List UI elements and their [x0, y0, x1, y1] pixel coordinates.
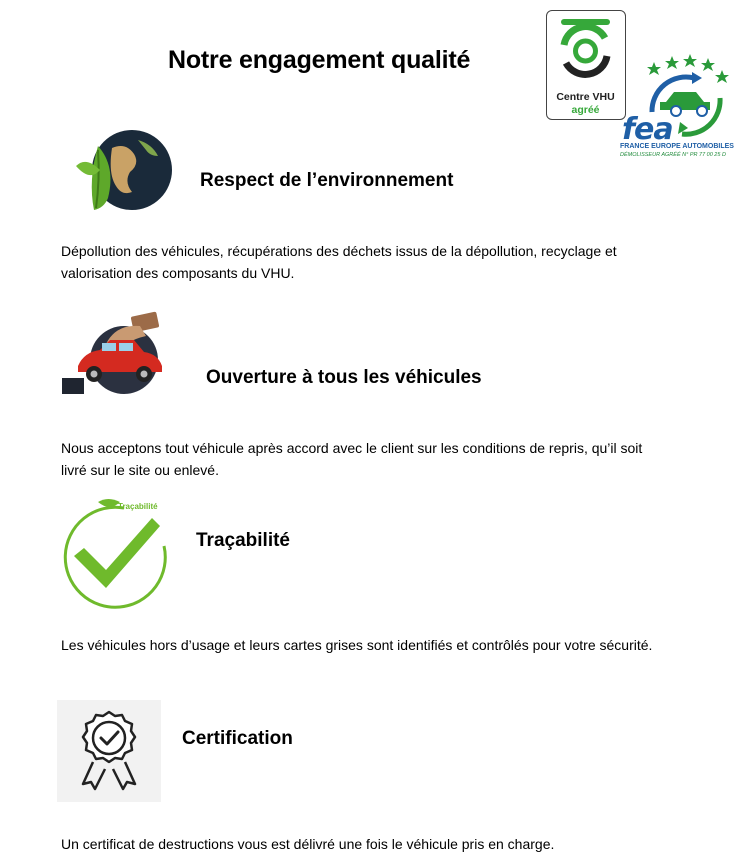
section-heading-traceability: Traçabilité — [196, 530, 290, 551]
page-title: Notre engagement qualité — [168, 46, 471, 74]
section-heading-vehicles: Ouverture à tous les véhicules — [206, 367, 482, 388]
section-text-certification: Un certificat de destructions vous est délivré une fois le véhicule pris en charge. — [61, 836, 555, 852]
certified-badge-icon — [57, 700, 161, 802]
section-heading-certification: Certification — [182, 728, 293, 749]
traceability-badge-label: Traçabilité — [118, 502, 158, 511]
centre-vhu-logo — [546, 10, 626, 120]
section-text-vehicles: Nous acceptons tout véhicule après accord avec le client sur les conditions de repris, qu’il soit livré sur le site ou enlevé. — [61, 440, 643, 478]
earth-leaf-icon — [70, 126, 182, 218]
check-mark-icon — [60, 498, 170, 610]
car-hand-icon — [62, 308, 166, 396]
vhu-logo-subtitle: agréé — [571, 104, 600, 116]
fea-logo-line2: DÉMOLISSEUR AGRÉÉ N° PR 77 00 25 D — [620, 152, 726, 158]
traceability-badge — [60, 498, 170, 610]
certification-tile — [57, 700, 161, 802]
section-text-environment: Dépollution des véhicules, récupérations des déchets issus de la dépollution, recyclage et valorisation des composants du VHU. — [61, 243, 617, 281]
recycle-ring-icon — [547, 11, 624, 91]
vhu-logo-title: Centre VHU — [556, 91, 615, 103]
section-heading-environment: Respect de l’environnement — [200, 170, 454, 191]
fea-logo-line1: FRANCE EUROPE AUTOMOBILES — [620, 143, 734, 150]
section-text-traceability: Les véhicules hors d’usage et leurs cartes grises sont identifiés et contrôlés pour votre sécurité. — [61, 637, 653, 653]
fea-logo-brand: fea — [622, 112, 673, 147]
